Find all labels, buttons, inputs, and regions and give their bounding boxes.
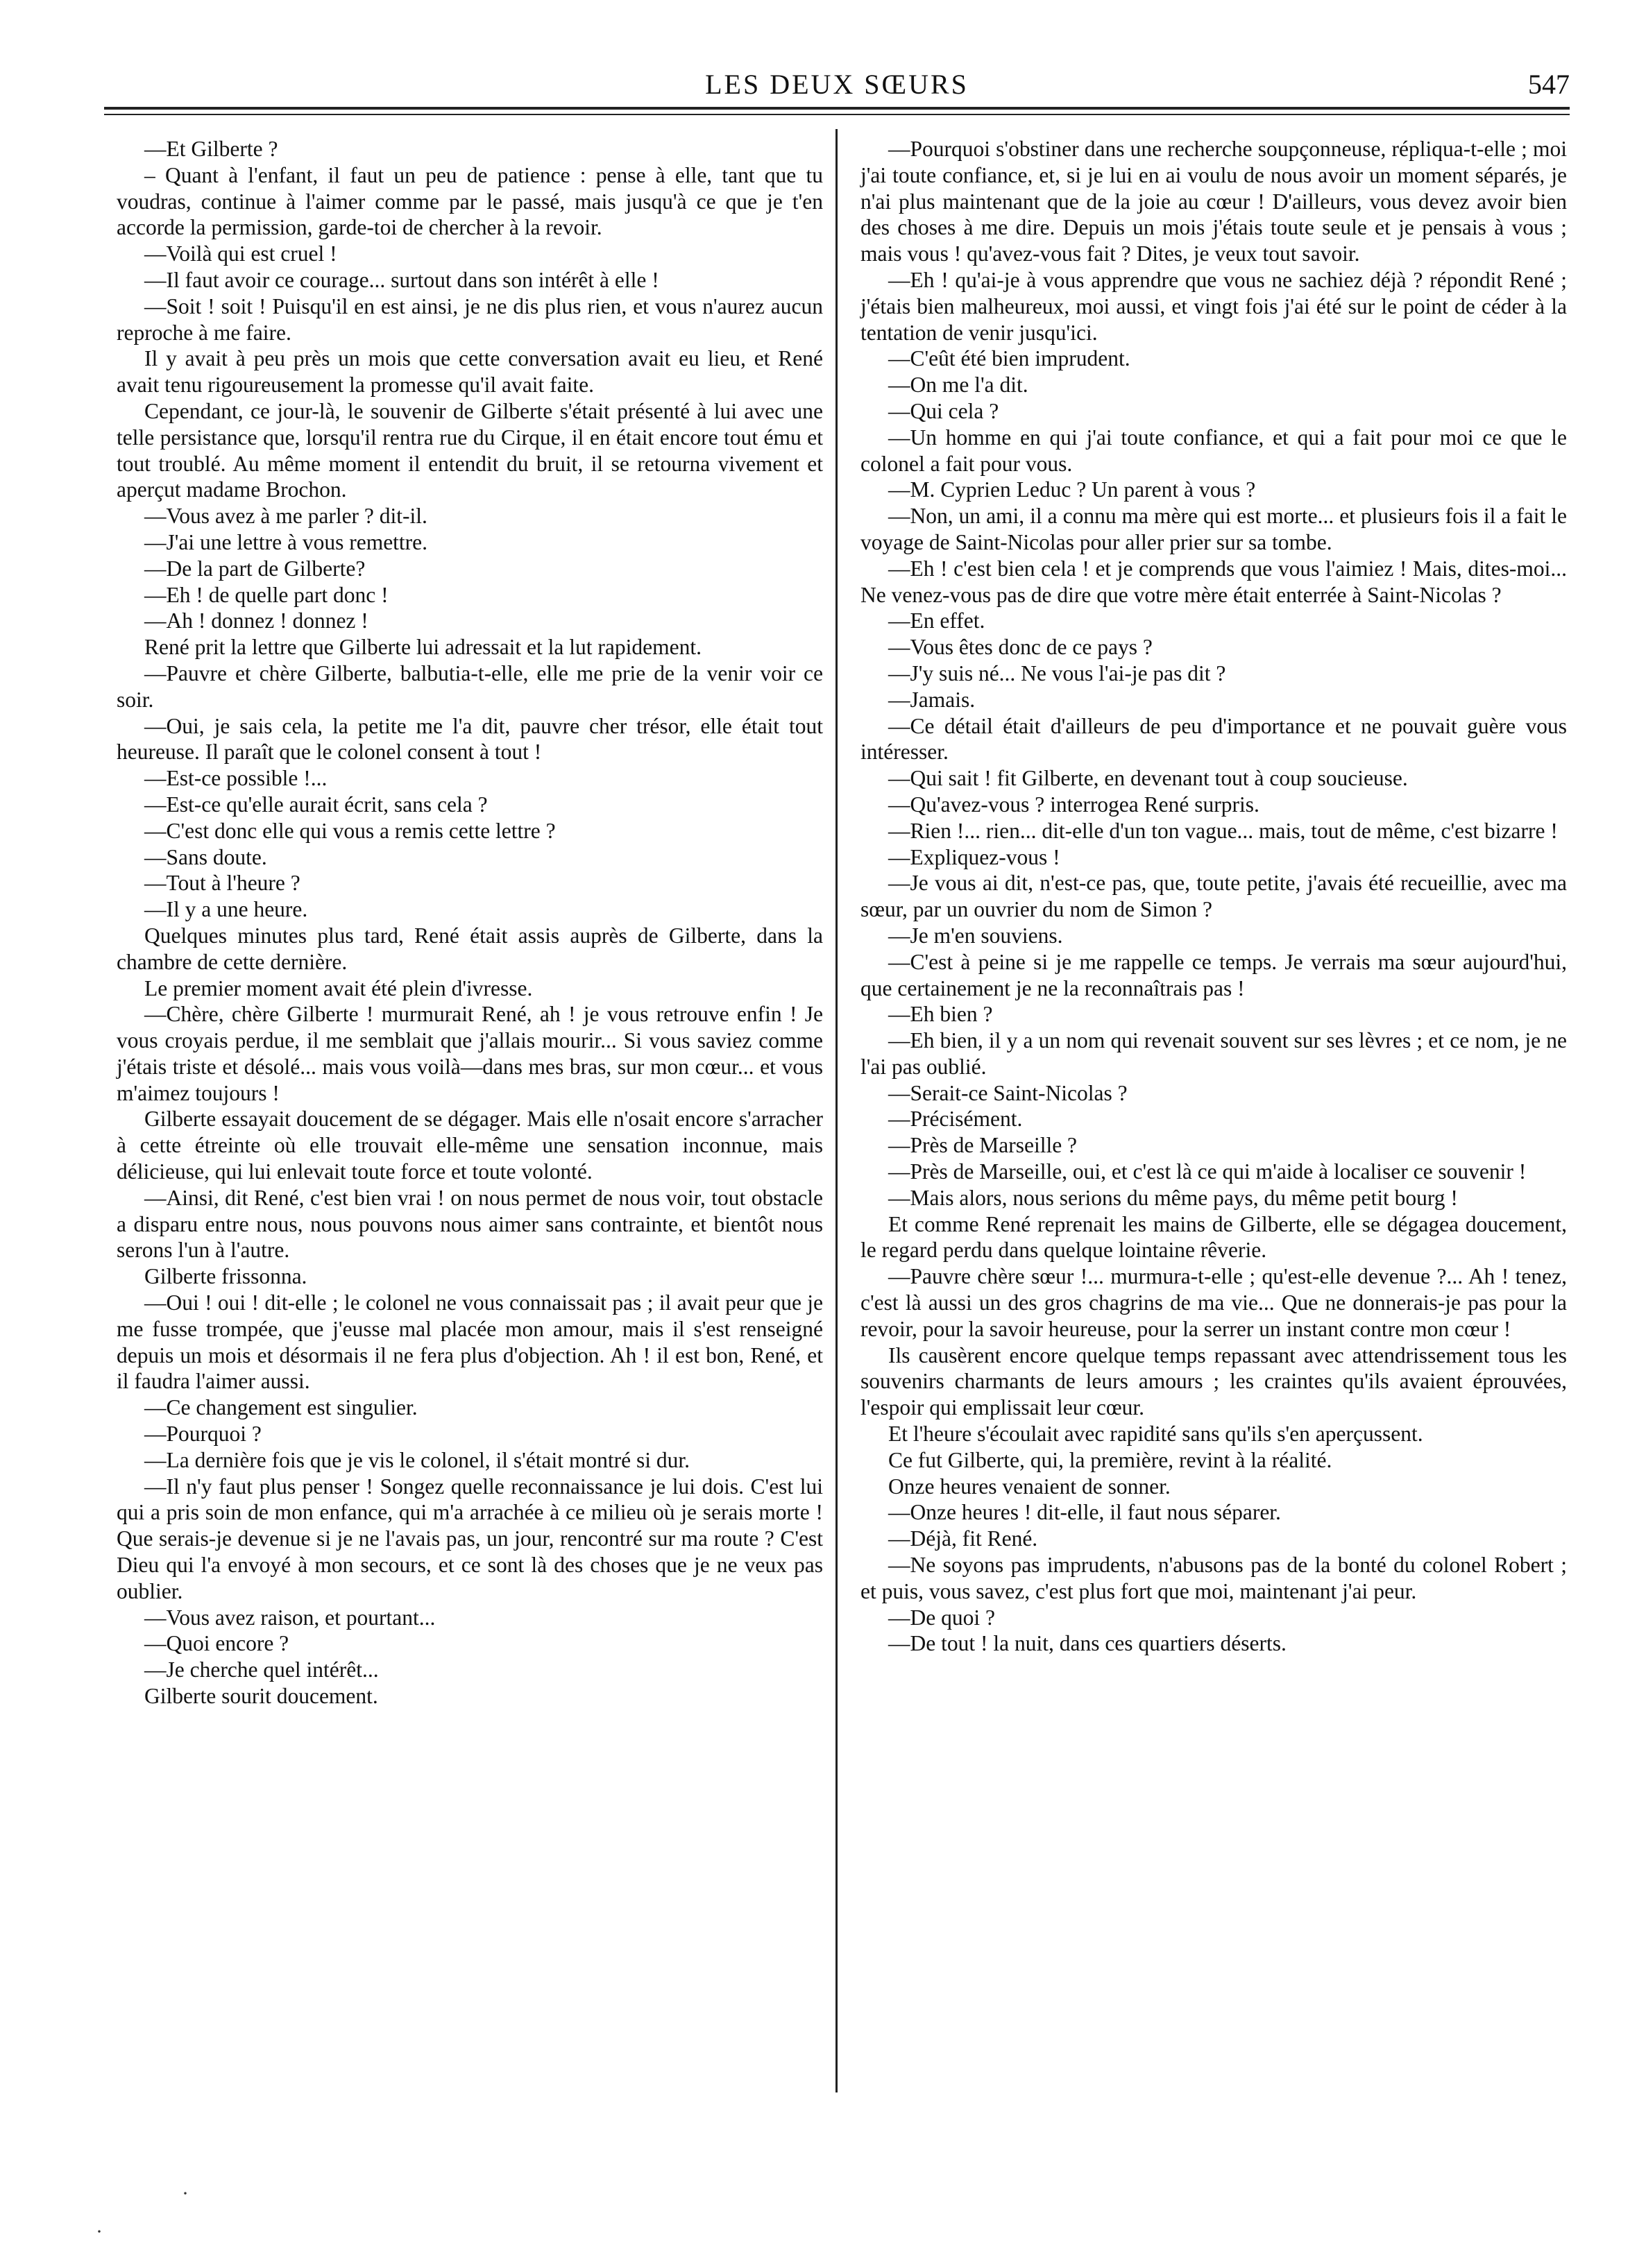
paragraph: —Qui cela ? <box>888 398 999 423</box>
paragraph: René prit la lettre que Gilberte lui adressait et la lut rapidement. <box>144 635 702 660</box>
column-divider <box>835 129 838 2092</box>
paragraph: —De la part de Gilberte? <box>144 556 366 581</box>
paragraph: —Et Gilberte ? <box>144 137 278 161</box>
ink-speck: · <box>182 2182 189 2205</box>
paragraph: —Un homme en qui j'ai toute confiance, et qui a fait pour moi ce que le colonel a fait pour vous. <box>860 425 1567 476</box>
paragraph: —Onze heures ! dit-elle, il faut nous séparer. <box>888 1500 1281 1525</box>
paragraph: —Chère, chère Gilberte ! murmurait René, ah ! je vous retrouve enfin ! Je vous croyais perdue, il me semblait que j'allais mourir... Si vous saviez comme j'étais triste et désolé... mais vous voilà—dans mes bras, sur mon cœur... et vous m'aimez toujours ! <box>117 1002 823 1105</box>
paragraph: —Quoi encore ? <box>144 1631 289 1656</box>
paragraph: —Qu'avez-vous ? interrogea René surpris. <box>888 792 1259 817</box>
header-rule-thin <box>104 114 1570 115</box>
paragraph: —Déjà, fit René. <box>888 1526 1038 1551</box>
paragraph: —Près de Marseille ? <box>888 1133 1078 1158</box>
paragraph: —Eh ! qu'ai-je à vous apprendre que vous ne sachiez déjà ? répondit René ; j'étais bien malheureux, moi aussi, et vingt fois j'ai été sur le point de céder à la tentation de venir jusqu'ici. <box>860 267 1567 345</box>
paragraph: —Pauvre et chère Gilberte, balbutia-t-elle, elle me prie de la venir voir ce soir. <box>117 660 823 712</box>
paragraph: —La dernière fois que je vis le colonel, il s'était montré si dur. <box>144 1447 690 1472</box>
paragraph: —C'est donc elle qui vous a remis cette lettre ? <box>144 818 556 843</box>
paragraph: —Tout à l'heure ? <box>144 871 300 896</box>
paragraph: —Il y a une heure. <box>144 897 308 922</box>
paragraph: —Vous avez à me parler ? dit-il. <box>144 504 427 529</box>
paragraph: —Près de Marseille, oui, et c'est là ce qui m'aide à localiser ce souvenir ! <box>888 1159 1527 1184</box>
paragraph: —Ce détail était d'ailleurs de peu d'importance et ne pouvait guère vous intéresser. <box>860 713 1567 765</box>
paragraph: —Je m'en souviens. <box>888 923 1063 948</box>
paragraph: —Expliquez-vous ! <box>888 844 1060 869</box>
page-number: 547 <box>1528 69 1570 100</box>
paragraph: —J'y suis né... Ne vous l'ai-je pas dit ? <box>888 660 1226 685</box>
paragraph: —Ainsi, dit René, c'est bien vrai ! on nous permet de nous voir, tout obstacle a disparu entre nous, nous pouvons nous aimer sans contrainte, et bientôt nous serons l'un à l'autre. <box>117 1185 823 1263</box>
paragraph: —Pourquoi ? <box>144 1422 262 1447</box>
paragraph: —Sans doute. <box>144 844 267 869</box>
paragraph: Gilberte frissonna. <box>144 1264 307 1289</box>
paragraph: —En effet. <box>888 608 985 633</box>
paragraph: Et l'heure s'écoulait avec rapidité sans qu'ils s'en aperçussent. <box>888 1422 1423 1447</box>
left-text-column <box>117 136 823 1709</box>
paragraph: Quelques minutes plus tard, René était assis auprès de Gilberte, dans la chambre de cette dernière. <box>117 923 823 974</box>
paragraph: —Je vous ai dit, n'est-ce pas, que, toute petite, j'avais été recueillie, avec ma sœur, par un ouvrier du nom de Simon ? <box>860 871 1567 922</box>
paragraph: —Ne soyons pas imprudents, n'abusons pas de la bonté du colonel Robert ; et puis, vous savez, c'est plus fort que moi, maintenant j'ai peur. <box>860 1553 1567 1603</box>
paragraph: —Rien !... rien... dit-elle d'un ton vague... mais, tout de même, c'est bizarre ! <box>888 818 1558 843</box>
paragraph: Cependant, ce jour-là, le souvenir de Gilberte s'était présenté à lui avec une telle persistance que, lorsqu'il rentra rue du Cirque, il en était encore tout ému et tout troublé. Au même moment il entendit du bruit, il se retourna vivement et aperçut madame Brochon. <box>117 398 823 502</box>
paragraph: —M. Cyprien Leduc ? Un parent à vous ? <box>888 477 1256 502</box>
paragraph: —On me l'a dit. <box>888 373 1028 398</box>
paragraph: —Oui, je sais cela, la petite me l'a dit, pauvre cher trésor, elle était tout heureuse. Il paraît que le colonel consent à tout ! <box>117 713 823 765</box>
paragraph: —Ah ! donnez ! donnez ! <box>144 608 368 633</box>
paragraph: —Est-ce possible !... <box>144 766 328 791</box>
paragraph: —Voilà qui est cruel ! <box>144 241 337 266</box>
paragraph: —Pauvre chère sœur !... murmura-t-elle ; qu'est-elle devenue ?... Ah ! tenez, c'est là aussi un des gros chagrins de ma vie... Que ne donnerais-je pas pour la revoir, pour la savoir heureuse, pour la serrer un instant contre mon cœur ! <box>860 1264 1567 1341</box>
right-text-column <box>860 136 1567 1657</box>
paragraph: —Est-ce qu'elle aurait écrit, sans cela ? <box>144 792 488 817</box>
paragraph: —Eh bien, il y a un nom qui revenait souvent sur ses lèvres ; et ce nom, je ne l'ai pas oublié. <box>860 1028 1567 1079</box>
paragraph: —Pourquoi s'obstiner dans une recherche soupçonneuse, répliqua-t-elle ; moi j'ai toute confiance, et, si je lui en ai voulu de nous avoir un moment séparés, je n'ai plus maintenant que de la joie au cœur ! D'ailleurs, vous devez avoir bien des choses à me dire. Depuis un mois j'étais toute seule et je pensais à vous ; mais vous ! qu'avez-vous fait ? Dites, je veux tout savoir. <box>860 137 1567 266</box>
paragraph: —De quoi ? <box>888 1605 995 1630</box>
paragraph: —Il faut avoir ce courage... surtout dans son intérêt à elle ! <box>144 267 659 292</box>
paragraph: —Je cherche quel intérêt... <box>144 1657 379 1682</box>
paragraph: —De tout ! la nuit, dans ces quartiers déserts. <box>888 1631 1287 1656</box>
paragraph: —J'ai une lettre à vous remettre. <box>144 529 428 554</box>
paragraph: —Serait-ce Saint-Nicolas ? <box>888 1080 1128 1105</box>
paragraph: —Vous êtes donc de ce pays ? <box>888 635 1153 660</box>
paragraph: Et comme René reprenait les mains de Gilberte, elle se dégagea doucement, le regard perdu dans quelque lointaine rêverie. <box>860 1211 1567 1263</box>
paragraph: —Jamais. <box>888 687 976 712</box>
paragraph: —Eh ! de quelle part donc ! <box>144 582 389 607</box>
paragraph: —Ce changement est singulier. <box>144 1395 418 1420</box>
paragraph: Gilberte essayait doucement de se dégager. Mais elle n'osait encore s'arracher à cette étreinte où elle trouvait elle-même une sensation inconnue, mais délicieuse, qui lui enlevait toute force et toute volonté. <box>117 1107 823 1184</box>
running-title: LES DEUX SŒURS <box>705 69 969 100</box>
paragraph: —Vous avez raison, et pourtant... <box>144 1605 436 1630</box>
paragraph: Il y avait à peu près un mois que cette conversation avait eu lieu, et René avait tenu rigoureusement la promesse qu'il avait faite. <box>117 346 823 398</box>
paragraph: —Eh bien ? <box>888 1002 993 1027</box>
page-header <box>104 64 1570 105</box>
paragraph: —Qui sait ! fit Gilberte, en devenant tout à coup soucieuse. <box>888 766 1408 791</box>
paragraph: —Oui ! oui ! dit-elle ; le colonel ne vous connaissait pas ; il avait peur que je me fusse trompée, que j'eusse mal placée mon amour, mais il s'est renseigné depuis un mois et désormais il ne fera plus d'objection. Ah ! il est bon, René, et il faudra l'aimer aussi. <box>117 1290 823 1394</box>
paragraph: – Quant à l'enfant, il faut un peu de patience : pense à elle, tant que tu voudras, continue à l'aimer comme par le passé, mais jusqu'à ce que je t'en accorde la permission, garde-toi de chercher à la revoir. <box>117 162 823 240</box>
paragraph: —Non, un ami, il a connu ma mère qui est morte... et plusieurs fois il a fait le voyage de Saint-Nicolas pour aller prier sur sa tombe. <box>860 504 1567 554</box>
paragraph: —Mais alors, nous serions du même pays, du même petit bourg ! <box>888 1185 1458 1210</box>
paragraph: Ils causèrent encore quelque temps repassant avec attendrissement tous les souvenirs charmants de leurs amours ; les craintes qu'ils avaient éprouvées, l'espoir qui emplissait leur cœur. <box>860 1342 1567 1420</box>
paragraph: —Précisément. <box>888 1107 1023 1132</box>
paragraph: —C'eût été bien imprudent. <box>888 346 1130 371</box>
paragraph: —Eh ! c'est bien cela ! et je comprends que vous l'aimiez ! Mais, dites-moi... Ne venez-vous pas de dire que votre mère était enterrée à Saint-Nicolas ? <box>860 556 1567 607</box>
ink-speck: · <box>96 2220 103 2243</box>
paragraph: Le premier moment avait été plein d'ivresse. <box>144 975 533 1000</box>
paragraph: Gilberte sourit doucement. <box>144 1684 378 1709</box>
paragraph: Ce fut Gilberte, qui, la première, revint à la réalité. <box>888 1447 1332 1472</box>
paragraph: —Il n'y faut plus penser ! Songez quelle reconnaissance je lui dois. C'est lui qui a pris soin de mon enfance, qui m'a arrachée à ce milieu où je serais morte ! Que serais-je devenue si je ne l'avais pas, un jour, rencontré sur ma route ? C'est Dieu qui l'a envoyé à mon secours, et ce sont là des choses que je ne veux pas oublier. <box>117 1474 823 1603</box>
paragraph: —Soit ! soit ! Puisqu'il en est ainsi, je ne dis plus rien, et vous n'aurez aucun reproche à me faire. <box>117 293 823 345</box>
paragraph: —C'est à peine si je me rappelle ce temps. Je verrais ma sœur aujourd'hui, que certainement je ne la reconnaîtrais pas ! <box>860 949 1567 1000</box>
paragraph: Onze heures venaient de sonner. <box>888 1474 1171 1499</box>
header-rule-thick <box>104 107 1570 110</box>
